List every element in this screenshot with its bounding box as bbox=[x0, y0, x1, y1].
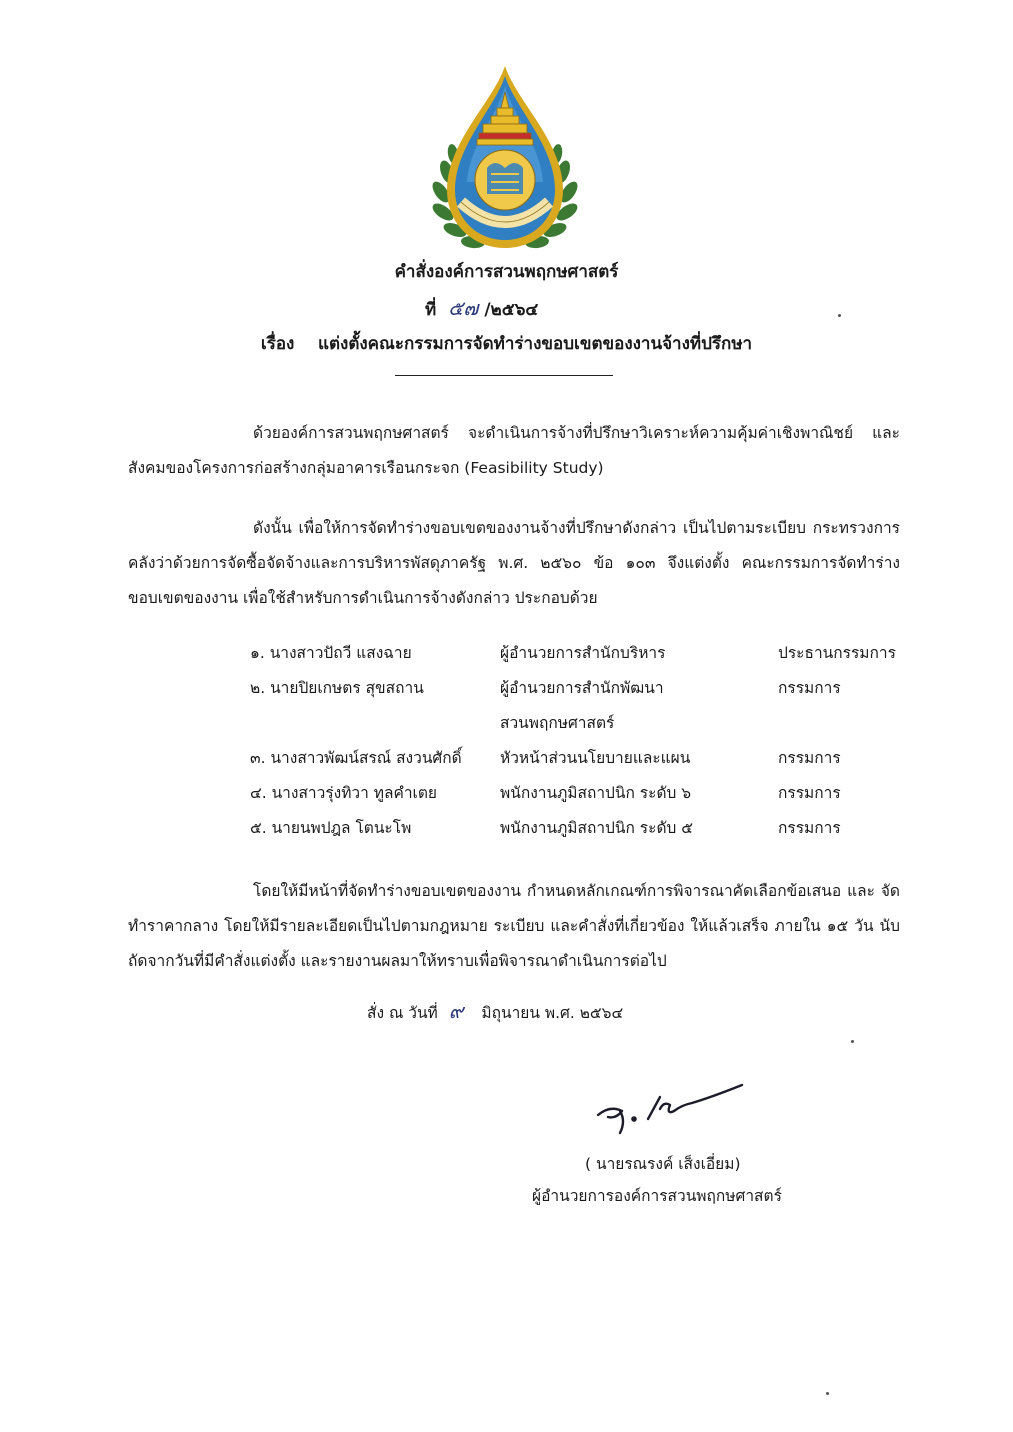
committee-member-list bbox=[250, 636, 910, 846]
member-row bbox=[250, 776, 910, 811]
member-role: กรรมการ bbox=[778, 819, 841, 837]
member-row bbox=[250, 636, 910, 671]
organization-emblem bbox=[425, 62, 585, 257]
member-position: สวนพฤกษศาสตร์ bbox=[500, 714, 615, 732]
member-role bbox=[778, 706, 910, 741]
member-position: ผู้อำนวยการสำนักพัฒนา bbox=[500, 679, 664, 697]
signed-date-suffix: มิถุนายน พ.ศ. ๒๕๖๔ bbox=[481, 1004, 624, 1022]
member-name: ๑. นางสาวปัถวี แสงฉาย bbox=[250, 644, 412, 662]
member-role: กรรมการ bbox=[778, 679, 841, 697]
signer-title: ผู้อำนวยการองค์การสวนพฤกษศาสตร์ bbox=[532, 1187, 782, 1205]
paragraph-duties: โดยให้มีหน้าที่จัดทำร่างขอบเขตของงาน กำหนดหลักเกณฑ์การพิจารณาคัดเลือกข้อเสนอ และ จัดทำราคากลาง โดยให้มีรายละเอียดเป็นไปตามกฎหมาย ระเบียบ และคำสั่งที่เกี่ยวข้อง ให้แล้วเสร็จ ภายใน ๑๕ วัน นับถัดจากวันที่มีคำสั่งแต่งตั้ง และรายงานผลมาให้ทราบเพื่อพิจารณาดำเนินการต่อไป bbox=[128, 882, 900, 970]
scan-speck bbox=[851, 1040, 854, 1043]
subject-text: แต่งตั้งคณะกรรมการจัดทำร่างขอบเขตของงานจ้างที่ปรึกษา bbox=[318, 334, 753, 354]
subject-line bbox=[0, 330, 1013, 357]
signer-name: ( นายรณรงค์ เส็งเอี่ยม) bbox=[585, 1155, 741, 1173]
member-name: ๓. นางสาวพัฒน์สรณ์ สงวนศักดิ์ bbox=[250, 749, 462, 767]
member-position: พนักงานภูมิสถาปนิก ระดับ ๖ bbox=[500, 784, 692, 802]
handwritten-signature bbox=[590, 1075, 750, 1145]
member-name: ๕. นายนพปฎล โตนะโพ bbox=[250, 819, 412, 837]
scan-speck bbox=[826, 1392, 829, 1395]
paragraph-intro: ด้วยองค์การสวนพฤกษศาสตร์ จะดำเนินการจ้างที่ปรึกษาวิเคราะห์ความคุ้มค่าเชิงพาณิชย์ และสังคมของโครงการก่อสร้างกลุ่มอาคารเรือนกระจก (Feasibility Study) bbox=[128, 424, 900, 477]
order-number bbox=[425, 292, 538, 324]
paragraph-appointment: ดังนั้น เพื่อให้การจัดทำร่างขอบเขตของงานจ้างที่ปรึกษาดังกล่าว เป็นไปตามระเบียบ กระทรวงการคลังว่าด้วยการจัดซื้อจัดจ้างและการบริหารพัสดุภาครัฐ พ.ศ. ๒๕๖๐ ข้อ ๑๐๓ จึงแต่งตั้ง คณะกรรมการจัดทำร่างขอบเขตของงาน เพื่อใช้สำหรับการดำเนินการจ้างดังกล่าว ประกอบด้วย bbox=[128, 519, 900, 607]
order-number-suffix: /๒๕๖๔ bbox=[484, 300, 539, 320]
member-role: ประธานกรรมการ bbox=[778, 644, 896, 662]
member-position: ผู้อำนวยการสำนักบริหาร bbox=[500, 644, 666, 662]
member-name bbox=[250, 706, 500, 741]
scan-speck bbox=[838, 314, 841, 317]
order-title: คำสั่งองค์การสวนพฤกษศาสตร์ bbox=[394, 262, 619, 282]
signed-date-prefix: สั่ง ณ วันที่ bbox=[367, 1004, 438, 1022]
member-row-continuation bbox=[250, 706, 910, 741]
member-row bbox=[250, 671, 910, 706]
member-name: ๒. นายปิยเกษตร สุขสถาน bbox=[250, 679, 424, 697]
member-row bbox=[250, 741, 910, 776]
member-name: ๔. นางสาวรุ่งทิวา ทูลคำเตย bbox=[250, 784, 437, 802]
member-role: กรรมการ bbox=[778, 784, 841, 802]
signed-date-day-handwritten: ๙ bbox=[448, 999, 464, 1023]
signed-date bbox=[367, 995, 623, 1027]
order-number-handwritten: ๕๗ bbox=[448, 296, 479, 320]
member-position: พนักงานภูมิสถาปนิก ระดับ ๕ bbox=[500, 819, 694, 837]
member-row bbox=[250, 811, 910, 846]
member-position: หัวหน้าส่วนนโยบายและแผน bbox=[500, 749, 691, 767]
member-role: กรรมการ bbox=[778, 749, 841, 767]
subject-label: เรื่อง bbox=[260, 334, 295, 354]
order-number-prefix: ที่ bbox=[425, 300, 437, 320]
header-divider bbox=[395, 375, 613, 376]
